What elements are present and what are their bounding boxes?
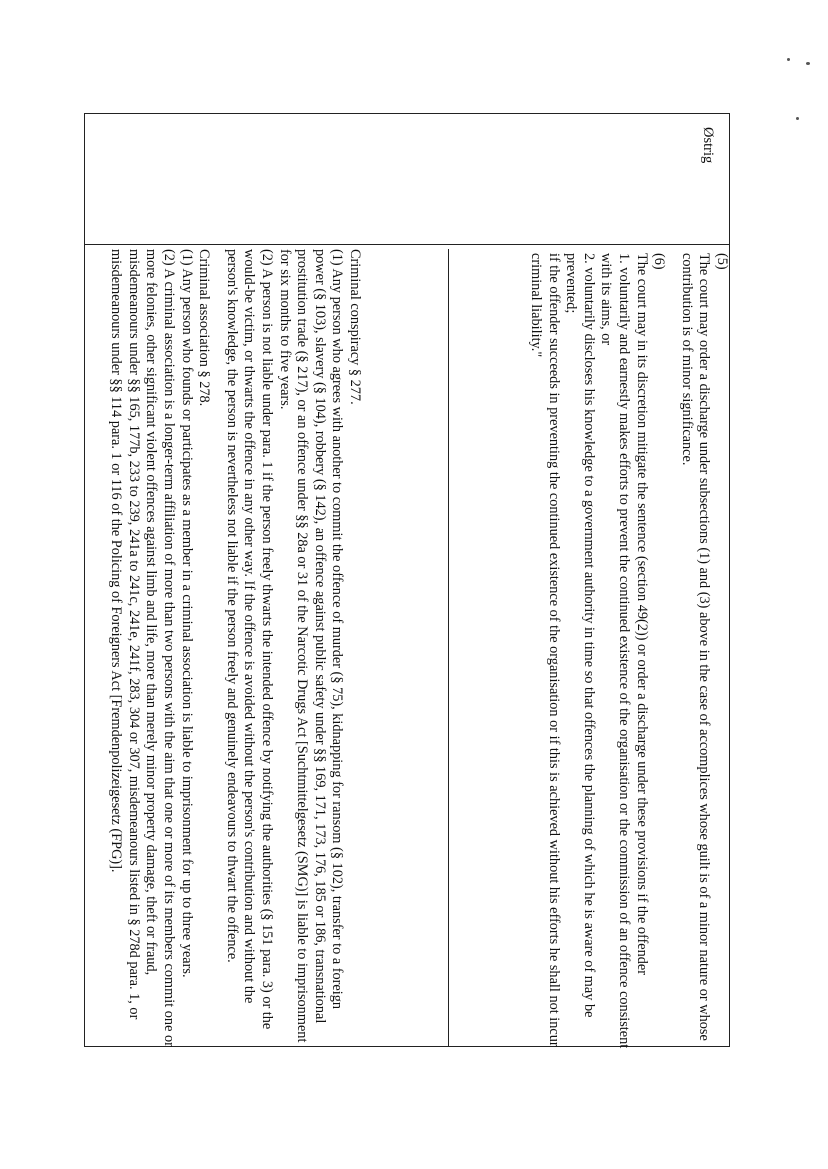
association-para-2: (2) A criminal association is a longer-term affiliation of more than two persons with the aim that one or more of its members commit one or more felonies, other significant violent offences against limb and life, more than merely minor property damage, theft or fraud, misdemeanours under §§ 165, 177b, 233 to 239, 241a to 241c, 241e, 241f, 283, 304 or 307, misdemeanours listed in § 278d para. 1, or misdemeanours under §§ 114 para. 1 or 116 of the Policing of Foreigners Act [Fremdenpolizeigesetz (FPG)].	[108, 249, 178, 1047]
continued-provisions	[526, 249, 730, 1051]
country-label: Østrig	[700, 127, 716, 164]
paragraph-6-item-1: 1. voluntarily and earnestly makes efforts to prevent the continued existence of the organisation or the commission of an offence consistent with its aims, or	[598, 253, 633, 1049]
conspiracy-para-2: (2) A person is not liable under para. 1 if the person freely thwarts the intended offence by notifying the authorities (§ 151 para. 3) or the would-be victim, or thwarts the offence in any other way. If the offence is avoided without the person's contribution and without the person's knowledge, the person is nevertheless not liable if the person freely and genuinely endeavours to thwart the offence.	[223, 249, 276, 1030]
association-para-1: (1) Any person who founds or participates as a member in a criminal association is liable to imprisonment for up to three years.	[178, 249, 195, 978]
paragraph-6-item-2: 2. voluntarily discloses his knowledge to a government authority in time so that offences the planning of which he is aware of may be prevented;	[563, 253, 597, 1018]
section-277-278	[107, 249, 363, 1047]
country-cell	[84, 113, 730, 243]
rotated-table	[84, 113, 730, 1047]
law-text-cell	[84, 249, 730, 1047]
conspiracy-heading: Criminal conspiracy § 277.	[347, 249, 363, 405]
paragraph-6-closing: if the offender succeeds in preventing the continued existence of the organisation or if this is achieved without his efforts he shall not incur criminal liability."	[528, 253, 562, 1047]
paragraph-5-text: The court may order a discharge under subsections (1) and (3) above in the case of accomplices whose guilt is of a minor nature or whose contribution is of minor significance.	[678, 253, 713, 1041]
paragraph-6-text: The court may in its discretion mitigate the sentence (section 49(2)) or order a discharge under these provisions if the offender	[633, 253, 650, 976]
conspiracy-para-1: (1) Any person who agrees with another to commit the offence of murder (§ 75), kidnapping for ransom (§ 102), transfer to a foreign power (§ 103), slavery (§ 104), robbery (§ 142), an offence against public safety under §§ 169, 171, 173, 176, 185 or 186, transnational prostitution trade (§ 217), or an offence under §§ 28a or 31 of the Narcotic Drugs Act [Suchtmittelgesetz (SMG)] is liable to imprisonment for six months to five years.	[276, 249, 346, 1043]
association-heading: Criminal association § 278.	[196, 249, 213, 407]
paragraph-6-number: (6)	[651, 253, 668, 270]
paragraph-5-number: (5)	[714, 253, 730, 270]
